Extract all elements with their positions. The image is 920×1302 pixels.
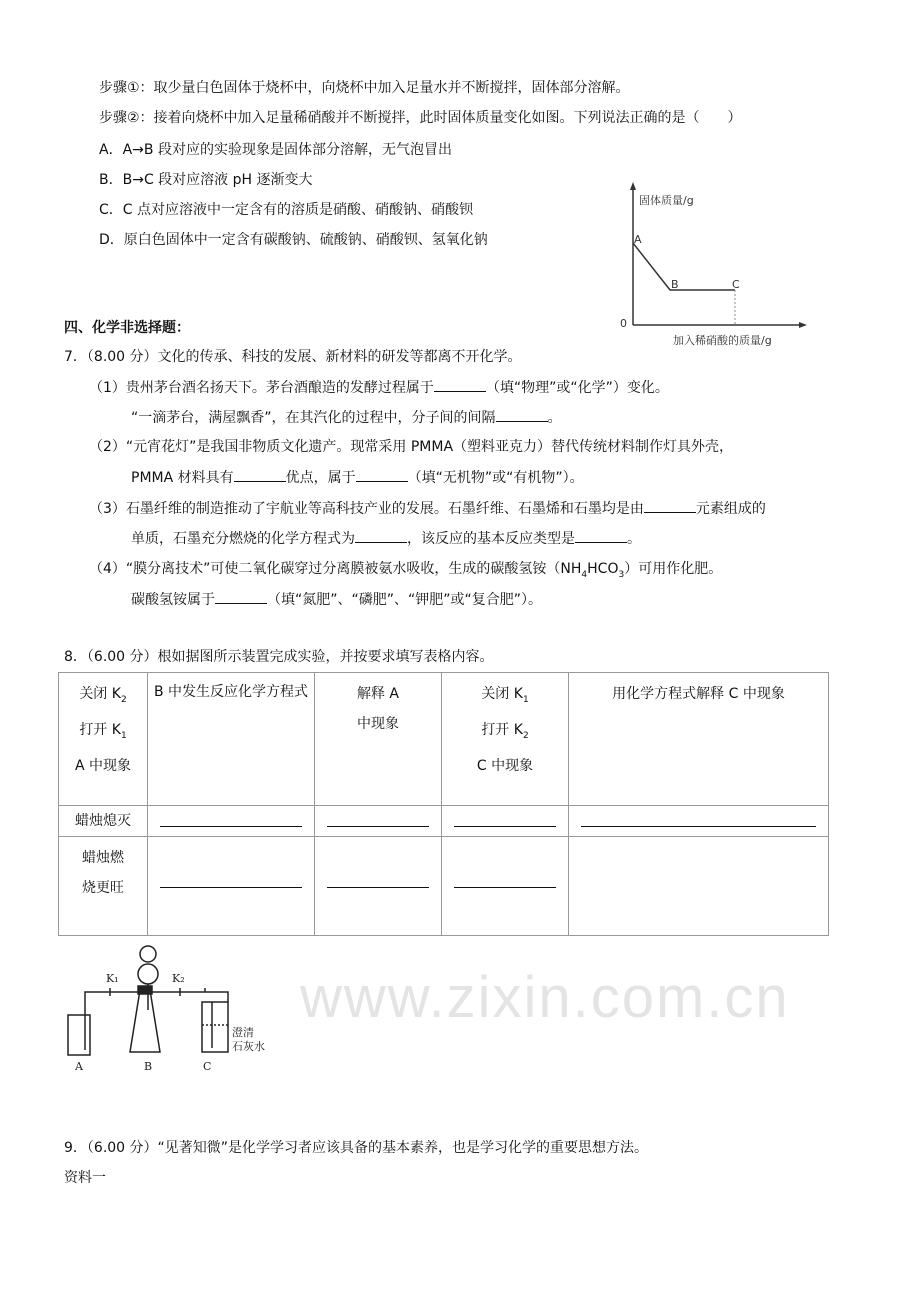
answer-cell[interactable] bbox=[148, 837, 315, 936]
header-col1: 关闭 $K_2$ 打开 $K_1$ A 中现象 bbox=[59, 673, 148, 806]
q9-head: 9．（6.00 分）“见著知微”是化学学习者应该具备的基本素养，也是学习化学的重要思想方法。 bbox=[64, 1140, 649, 1156]
graph-origin: 0 bbox=[620, 317, 627, 330]
mass-graph bbox=[615, 180, 815, 350]
blank[interactable] bbox=[496, 408, 548, 422]
q7-head: 7．（8.00 分）文化的传承、科技的发展、新材料的研发等都离不开化学。 bbox=[64, 349, 522, 365]
point-c: C bbox=[732, 278, 740, 291]
header-col5: 用化学方程式解释 C 中现象 bbox=[569, 673, 829, 806]
answer-cell[interactable] bbox=[148, 806, 315, 837]
header-col3: 解释 A 中现象 bbox=[315, 673, 442, 806]
apparatus-diagram bbox=[60, 940, 275, 1075]
q7-part3-line2: 单质，石墨充分燃烧的化学方程式为 ，该反应的基本反应类型是 。 bbox=[131, 531, 641, 547]
q6-option-c: C．C 点对应溶液中一定含有的溶质是硝酸、硝酸钠、硝酸钡 bbox=[99, 202, 473, 218]
blank[interactable] bbox=[575, 529, 627, 543]
label-limewater-1: 澄清 bbox=[232, 1026, 254, 1039]
graph-xlabel: 加入稀硝酸的质量/g bbox=[673, 334, 772, 347]
blank[interactable] bbox=[644, 499, 696, 513]
label-k1: K₁ bbox=[106, 972, 119, 985]
section-title: 四、化学非选择题： bbox=[64, 320, 190, 336]
label-b: B bbox=[144, 1060, 153, 1073]
q9-material: 资料一 bbox=[64, 1170, 106, 1186]
blank[interactable] bbox=[234, 468, 286, 482]
answer-cell[interactable] bbox=[315, 806, 442, 837]
label-k2: K₂ bbox=[172, 972, 185, 985]
blank[interactable] bbox=[355, 529, 407, 543]
label-a: A bbox=[75, 1060, 83, 1073]
answer-cell bbox=[569, 837, 829, 936]
label-c: C bbox=[203, 1060, 212, 1073]
q6-option-a: A．A→B 段对应的实验现象是固体部分溶解，无气泡冒出 bbox=[99, 142, 452, 158]
q7-part1-line2: “一滴茅台，满屋飘香”，在其汽化的过程中，分子间的间隔 。 bbox=[131, 410, 562, 426]
q6-step2: 步骤②：接着向烧杯中加入足量稀硝酸并不断搅拌，此时固体质量变化如图。下列说法正确的是（ ） bbox=[99, 110, 742, 126]
q6-option-d: D．原白色固体中一定含有碳酸钠、硫酸钠、硝酸钡、氢氧化钠 bbox=[99, 232, 488, 248]
q7-part3: （3）石墨纤维的制造推动了宇航业等高科技产业的发展。石墨纤维、石墨烯和石墨均是由 元素组成的 bbox=[89, 501, 766, 517]
point-a: A bbox=[634, 233, 642, 246]
answer-cell[interactable] bbox=[315, 837, 442, 936]
graph-ylabel: 固体质量/g bbox=[639, 194, 694, 207]
answer-table bbox=[58, 672, 829, 936]
label-limewater-2: 石灰水 bbox=[232, 1040, 265, 1053]
row-label-extinguish: 蜡烛熄灭 bbox=[59, 806, 148, 837]
q7-part4-line2: 碳酸氢铵属于 （填“氮肥”、“磷肥”、“钾肥”或“复合肥”）。 bbox=[131, 592, 543, 608]
q6-option-b: B．B→C 段对应溶液 pH 逐渐变大 bbox=[99, 172, 313, 188]
blank[interactable] bbox=[356, 468, 408, 482]
q7-part4: （4）“膜分离技术”可使二氧化碳穿过分离膜被氨水吸收，生成的碳酸氢铵$(NH_4HCO_3)$可用作化肥。 bbox=[89, 561, 723, 580]
blank[interactable] bbox=[215, 590, 267, 604]
watermark: www.zixin.com.cn bbox=[300, 965, 790, 1030]
q8-head: 8．（6.00 分）根如据图所示装置完成实验，并按要求填写表格内容。 bbox=[64, 649, 494, 665]
blank[interactable] bbox=[434, 378, 486, 392]
q6-step1: 步骤①：取少量白色固体于烧杯中，向烧杯中加入足量水并不断搅拌，固体部分溶解。 bbox=[99, 80, 630, 96]
q7-part2-line2: PMMA 材料具有 优点，属于 （填“无机物”或“有机物”）。 bbox=[131, 470, 584, 486]
answer-cell[interactable] bbox=[442, 837, 569, 936]
answer-cell[interactable] bbox=[442, 806, 569, 837]
row-label-burn: 蜡烛燃 烧更旺 bbox=[59, 837, 148, 936]
q7-part1: （1）贵州茅台酒名扬天下。茅台酒酿造的发酵过程属于 （填“物理”或“化学”）变化。 bbox=[89, 380, 669, 396]
answer-cell[interactable] bbox=[569, 806, 829, 837]
header-col4: 关闭 $K_1$ 打开 $K_2$ C 中现象 bbox=[442, 673, 569, 806]
point-b: B bbox=[671, 278, 679, 291]
q7-part2: （2）“元宵花灯”是我国非物质文化遗产。现常采用 PMMA（塑料亚克力）替代传统材料制作灯具外壳， bbox=[89, 439, 734, 455]
header-col2: B 中发生反应化学方程式 bbox=[148, 673, 315, 806]
